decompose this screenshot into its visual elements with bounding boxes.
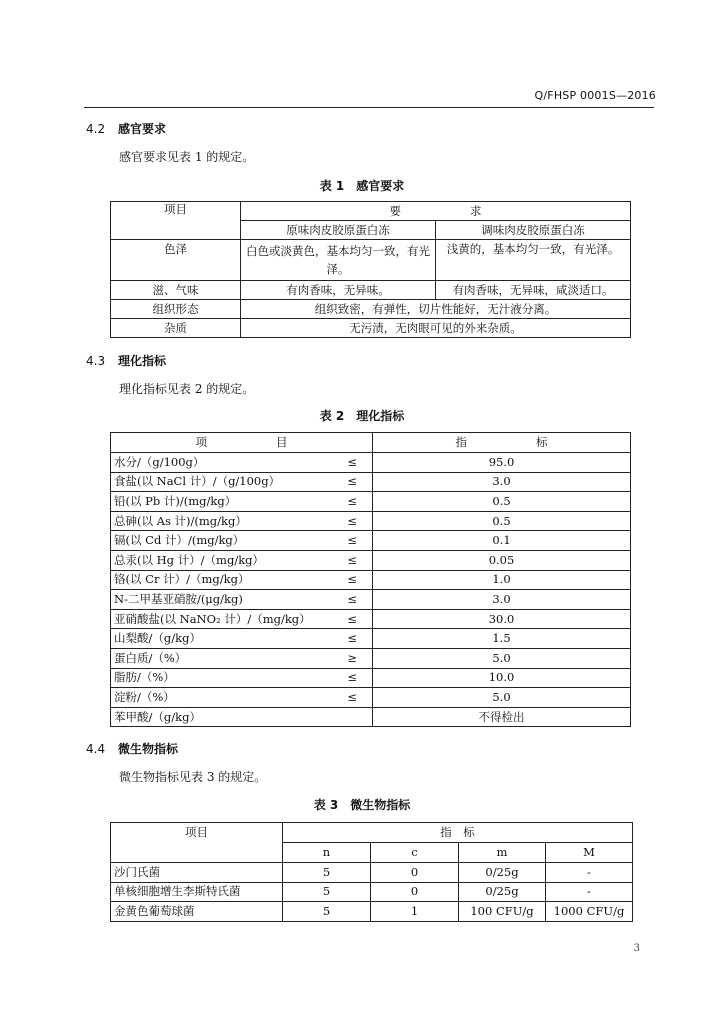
table1-row-item: 色泽 bbox=[111, 240, 241, 281]
table2-row-value: 5.0 bbox=[373, 648, 631, 668]
table3-row-M: 1000 CFU/g bbox=[546, 902, 633, 922]
table3-subheader-c: c bbox=[371, 843, 459, 863]
table2-row-operator: ≤ bbox=[333, 629, 373, 649]
table2-row-value: 3.0 bbox=[373, 472, 631, 492]
document-code: Q/FHSP 0001S—2016 bbox=[534, 89, 656, 102]
table1-caption: 表 1 感官要求 bbox=[319, 179, 405, 193]
table1-row-value: 有肉香味，无异味，咸淡适口。 bbox=[436, 281, 631, 300]
table2-row-item: 铅(以 Pb 计)/(mg/kg） bbox=[111, 492, 333, 512]
section-number: 4.4 bbox=[86, 742, 106, 756]
table2-row-item: 总砷(以 As 计)/(mg/kg） bbox=[111, 511, 333, 531]
table2-row-value: 10.0 bbox=[373, 668, 631, 688]
table2-row-operator: ≤ bbox=[333, 531, 373, 551]
page-number: 3 bbox=[633, 943, 640, 954]
table3-row-M: - bbox=[546, 882, 633, 902]
table3-caption: 表 3 微生物指标 bbox=[313, 798, 411, 812]
section-title: 理化指标 bbox=[118, 354, 167, 368]
table3-row-M: - bbox=[546, 863, 633, 883]
table2-row-operator: ≤ bbox=[333, 550, 373, 570]
table3-subheader-m: m bbox=[459, 843, 546, 863]
table2-row-operator bbox=[333, 707, 373, 727]
section-4-2-heading bbox=[86, 120, 166, 137]
table1-row-value: 浅黄的，基本均匀一致，有光泽。 bbox=[436, 240, 631, 281]
table2-header-item: 项 目 bbox=[111, 433, 373, 453]
table2-row-value: 0.05 bbox=[373, 550, 631, 570]
table1-row-value: 组织致密，有弹性，切片性能好，无汁液分离。 bbox=[241, 300, 631, 319]
table1-row-value: 白色或淡黄色，基本均匀一致，有光泽。 bbox=[241, 240, 436, 281]
table2-row-item: N-二甲基亚硝胺/(μg/kg) bbox=[111, 590, 333, 610]
table3-row-n: 5 bbox=[283, 902, 371, 922]
table3-row-c: 1 bbox=[371, 902, 459, 922]
table1-row-value: 有肉香味，无异味。 bbox=[241, 281, 436, 300]
table1-row-item: 滋、气味 bbox=[111, 281, 241, 300]
table2-row-item: 总汞(以 Hg 计）/（mg/kg） bbox=[111, 550, 333, 570]
header-rule bbox=[84, 107, 654, 108]
section-number: 4.2 bbox=[86, 122, 106, 136]
table2-row-item: 苯甲酸/（g/kg） bbox=[111, 707, 333, 727]
section-4-3-heading bbox=[86, 352, 166, 369]
table2-row-item: 食盐(以 NaCl 计）/（g/100g） bbox=[111, 472, 333, 492]
table3-row-m: 0/25g bbox=[459, 882, 546, 902]
table2-header-value: 指 标 bbox=[373, 433, 631, 453]
table2-row-item: 铬(以 Cr 计）/（mg/kg） bbox=[111, 570, 333, 590]
table2-row-value: 5.0 bbox=[373, 688, 631, 708]
table1-row-value: 无污渍，无肉眼可见的外来杂质。 bbox=[241, 319, 631, 338]
table2-row-item: 脂肪/（%） bbox=[111, 668, 333, 688]
sensory-requirements-table bbox=[110, 201, 631, 338]
table2-row-operator: ≤ bbox=[333, 492, 373, 512]
table2-row-value: 0.1 bbox=[373, 531, 631, 551]
section-number: 4.3 bbox=[86, 354, 106, 368]
table3-header-value: 指 标 bbox=[283, 823, 633, 843]
table3-row-m: 100 CFU/g bbox=[459, 902, 546, 922]
table1-row-item: 组织形态 bbox=[111, 300, 241, 319]
table3-subheader-n: n bbox=[283, 843, 371, 863]
table2-row-value: 1.5 bbox=[373, 629, 631, 649]
table1-header-item: 项目 bbox=[111, 202, 241, 240]
table2-row-operator: ≥ bbox=[333, 648, 373, 668]
table2-row-operator: ≤ bbox=[333, 570, 373, 590]
microbiological-table bbox=[110, 822, 633, 922]
table2-row-operator: ≤ bbox=[333, 453, 373, 473]
section-4-4-heading bbox=[86, 740, 178, 757]
table3-row-item: 金黄色葡萄球菌 bbox=[111, 902, 283, 922]
table2-row-operator: ≤ bbox=[333, 472, 373, 492]
section-4-3-text: 理化指标见表 2 的规定。 bbox=[119, 382, 255, 396]
table3-row-n: 5 bbox=[283, 863, 371, 883]
table2-row-operator: ≤ bbox=[333, 590, 373, 610]
table3-subheader-M: M bbox=[546, 843, 633, 863]
section-4-2-text: 感官要求见表 1 的规定。 bbox=[119, 150, 255, 164]
table2-row-item: 淀粉/（%） bbox=[111, 688, 333, 708]
table2-row-operator: ≤ bbox=[333, 668, 373, 688]
table3-row-m: 0/25g bbox=[459, 863, 546, 883]
table2-row-value: 0.5 bbox=[373, 492, 631, 512]
table3-row-c: 0 bbox=[371, 882, 459, 902]
table2-row-operator: ≤ bbox=[333, 609, 373, 629]
table2-row-item: 亚硝酸盐(以 NaNO₂ 计）/（mg/kg） bbox=[111, 609, 333, 629]
table1-header-requirement: 要 求 bbox=[241, 202, 631, 221]
table1-subheader-plain: 原味肉皮胶原蛋白冻 bbox=[241, 221, 436, 240]
physicochemical-table bbox=[110, 432, 631, 727]
table2-row-operator: ≤ bbox=[333, 511, 373, 531]
table3-row-n: 5 bbox=[283, 882, 371, 902]
table1-row-item: 杂质 bbox=[111, 319, 241, 338]
table3-row-c: 0 bbox=[371, 863, 459, 883]
table2-row-value: 3.0 bbox=[373, 590, 631, 610]
section-title: 感官要求 bbox=[118, 122, 167, 136]
table2-caption: 表 2 理化指标 bbox=[319, 409, 405, 423]
table2-row-value: 95.0 bbox=[373, 453, 631, 473]
table2-row-item: 水分/（g/100g） bbox=[111, 453, 333, 473]
table1-subheader-seasoned: 调味肉皮胶原蛋白冻 bbox=[436, 221, 631, 240]
table2-row-item: 镉(以 Cd 计）/(mg/kg） bbox=[111, 531, 333, 551]
table2-row-item: 蛋白质/（%） bbox=[111, 648, 333, 668]
section-4-4-text: 微生物指标见表 3 的规定。 bbox=[119, 770, 267, 784]
table2-row-value: 1.0 bbox=[373, 570, 631, 590]
table3-row-item: 单核细胞增生李斯特氏菌 bbox=[111, 882, 283, 902]
table2-row-value: 不得检出 bbox=[373, 707, 631, 727]
table2-row-value: 30.0 bbox=[373, 609, 631, 629]
table3-row-item: 沙门氏菌 bbox=[111, 863, 283, 883]
table3-header-item: 项目 bbox=[111, 823, 283, 863]
table2-row-value: 0.5 bbox=[373, 511, 631, 531]
section-title: 微生物指标 bbox=[118, 742, 179, 756]
table2-row-item: 山梨酸/（g/kg） bbox=[111, 629, 333, 649]
table2-row-operator: ≤ bbox=[333, 688, 373, 708]
